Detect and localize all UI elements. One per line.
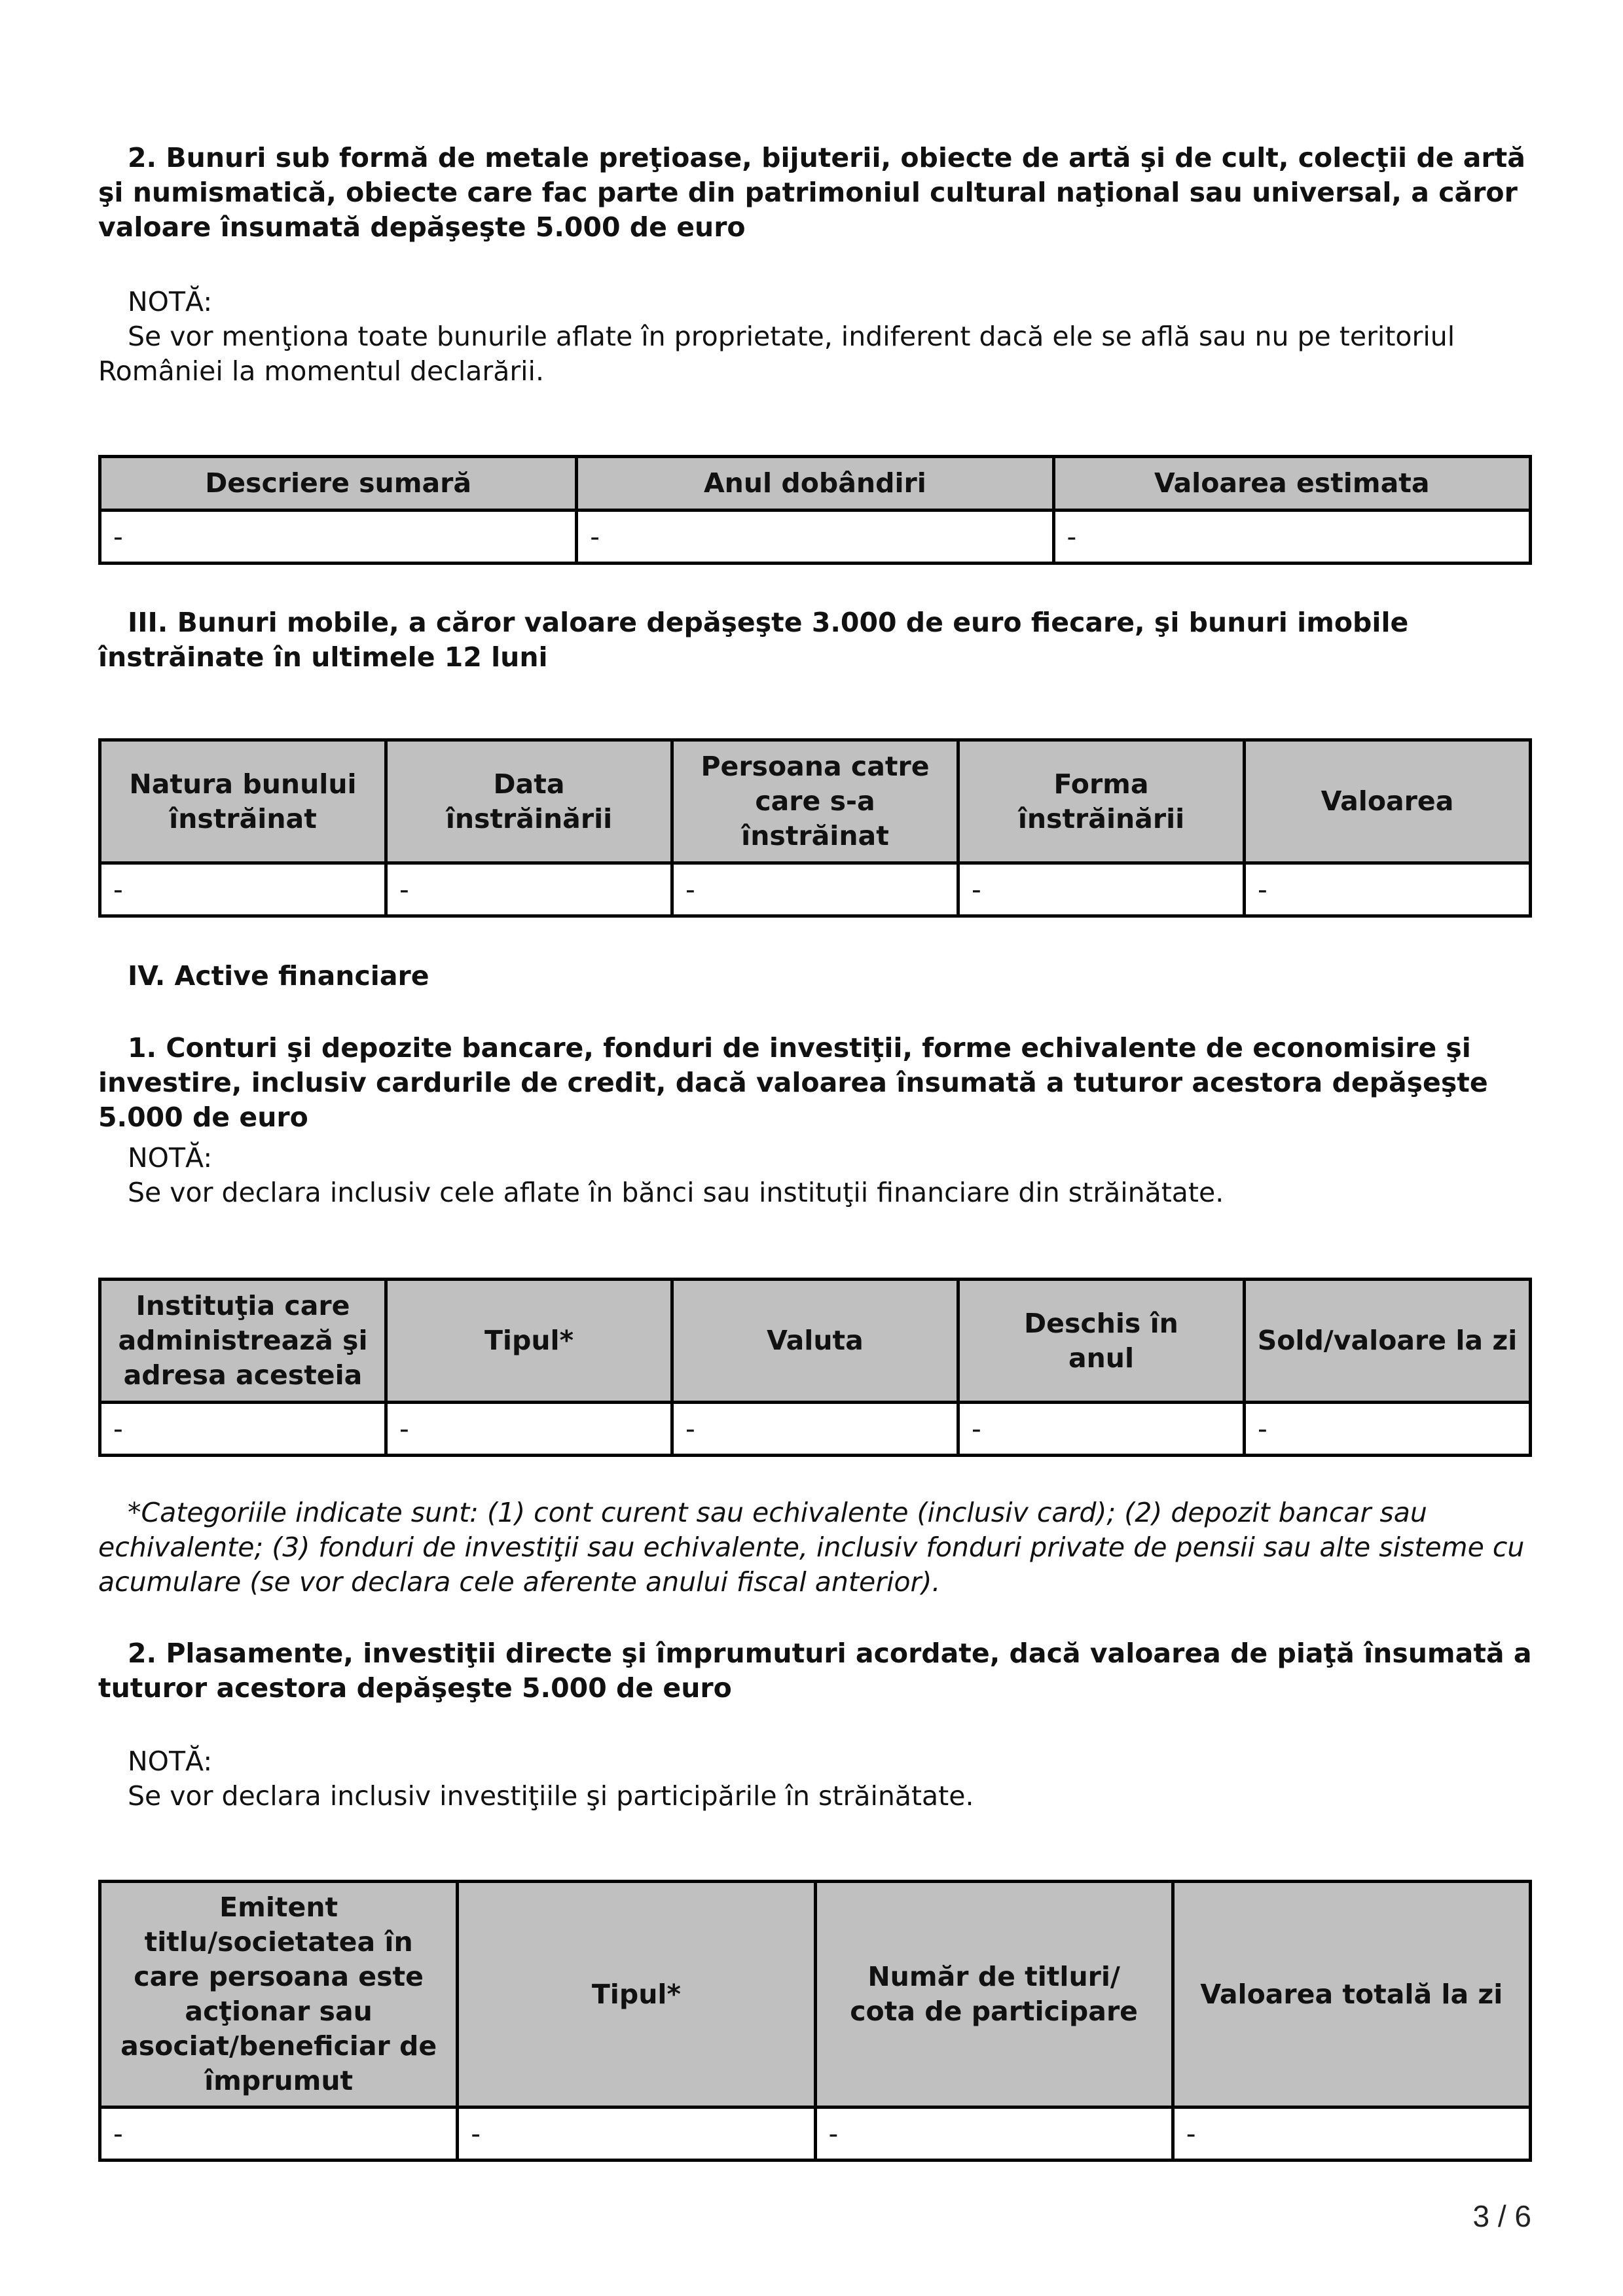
table-cell: - — [100, 1403, 386, 1456]
table-header-row — [100, 1280, 1531, 1403]
table-row — [100, 1403, 1531, 1456]
column-header: Anul dobândiri — [577, 457, 1053, 511]
column-header: Data înstrăinării — [386, 740, 672, 863]
column-header: Valoarea estimata — [1053, 457, 1531, 511]
section-heading-plasamente: 2. Plasamente, investiţii directe şi împrumuturi acordate, dacă valoarea de piaţă însumată a tuturor acestora depăşeşte 5.000 de euro — [98, 1638, 1532, 1704]
column-header: Valoarea — [1245, 740, 1531, 863]
note-label: NOTĂ: — [128, 1746, 213, 1777]
column-header: Forma înstrăinării — [958, 740, 1245, 863]
table-row — [100, 511, 1531, 564]
table-cell: - — [958, 1403, 1245, 1456]
table-cell: - — [458, 2108, 815, 2161]
column-header: Deschis în anul — [958, 1280, 1245, 1403]
section-heading-bunuri-pretioase: 2. Bunuri sub formă de metale preţioase, bijuterii, obiecte de artă şi de cult, colecţii de artă şi numismatică, obiecte care fac parte din patrimoniul cultural naţional sau universal, a căror valoare însumată depăşeşte 5.000 de euro — [98, 142, 1525, 243]
footnote-categorii: *Categoriile indicate sunt: (1) cont curent sau echivalente (inclusiv card); (2) depozit bancar sau echivalente; (3) fonduri de investiţii sau echivalente, inclusiv fonduri private de pensii sau alte sisteme cu acumulare (se vor declara cele aferente anului fiscal anterior). — [98, 1497, 1525, 1598]
column-header: Tipul* — [386, 1280, 672, 1403]
table-cell: - — [815, 2108, 1173, 2161]
page-number: 3 / 6 — [1472, 2199, 1531, 2233]
table-row — [100, 863, 1531, 916]
table-cell: - — [386, 863, 672, 916]
column-header: Instituţia care administrează şi adresa acesteia — [100, 1280, 386, 1403]
column-header: Valoarea totală la zi — [1173, 1882, 1530, 2108]
table-cell: - — [1173, 2108, 1530, 2161]
column-header: Număr de titluri/ cota de participare — [815, 1882, 1173, 2108]
column-header: Emitent titlu/societatea în care persoana este acţionar sau asociat/beneficiar de împrumut — [100, 1882, 458, 2108]
column-header: Natura bunului înstrăinat — [100, 740, 386, 863]
note-text: Se vor declara inclusiv cele aflate în bănci sau instituţii financiare din străinătate. — [128, 1177, 1224, 1208]
column-header: Persoana catre care s-a înstrăinat — [672, 740, 958, 863]
table-cell: - — [672, 863, 958, 916]
section-heading-active-financiare: IV. Active financiare — [128, 960, 429, 992]
note-text: Se vor menţiona toate bunurile aflate în proprietate, indiferent dacă ele se află sau nu pe teritoriul României la momentul declarării. — [98, 321, 1455, 387]
note-label: NOTĂ: — [128, 1142, 213, 1174]
section-heading-conturi-depozite: 1. Conturi şi depozite bancare, fonduri de investiţii, forme echivalente de economisire şi investire, inclusiv cardurile de credit, dacă valoarea însumată a tuturor acestora depăşeşte 5.000 de euro — [98, 1032, 1488, 1133]
table-cell: - — [577, 511, 1053, 564]
column-header: Sold/valoare la zi — [1245, 1280, 1531, 1403]
table-cell: - — [1245, 863, 1531, 916]
table-cell: - — [386, 1403, 672, 1456]
table-cell: - — [672, 1403, 958, 1456]
table-cell: - — [100, 863, 386, 916]
table-cell: - — [100, 511, 577, 564]
note-text: Se vor declara inclusiv investiţiile şi participările în străinătate. — [128, 1780, 974, 1812]
table-cell: - — [1053, 511, 1531, 564]
table-row — [100, 2108, 1531, 2161]
note-label: NOTĂ: — [128, 286, 213, 317]
table-header-row — [100, 1882, 1531, 2108]
table-conturi-depozite — [98, 1278, 1532, 1457]
table-plasamente — [98, 1880, 1532, 2162]
table-header-row — [100, 740, 1531, 863]
table-bunuri-instrainate — [98, 738, 1532, 918]
column-header: Descriere sumară — [100, 457, 577, 511]
table-cell: - — [1245, 1403, 1531, 1456]
table-header-row — [100, 457, 1531, 511]
table-cell: - — [100, 2108, 458, 2161]
table-cell: - — [958, 863, 1245, 916]
column-header: Valuta — [672, 1280, 958, 1403]
column-header: Tipul* — [458, 1882, 815, 2108]
table-bunuri-pretioase — [98, 455, 1532, 565]
section-heading-bunuri-instrainate: III. Bunuri mobile, a căror valoare depăşeşte 3.000 de euro fiecare, şi bunuri imobile înstrăinate în ultimele 12 luni — [98, 607, 1409, 673]
